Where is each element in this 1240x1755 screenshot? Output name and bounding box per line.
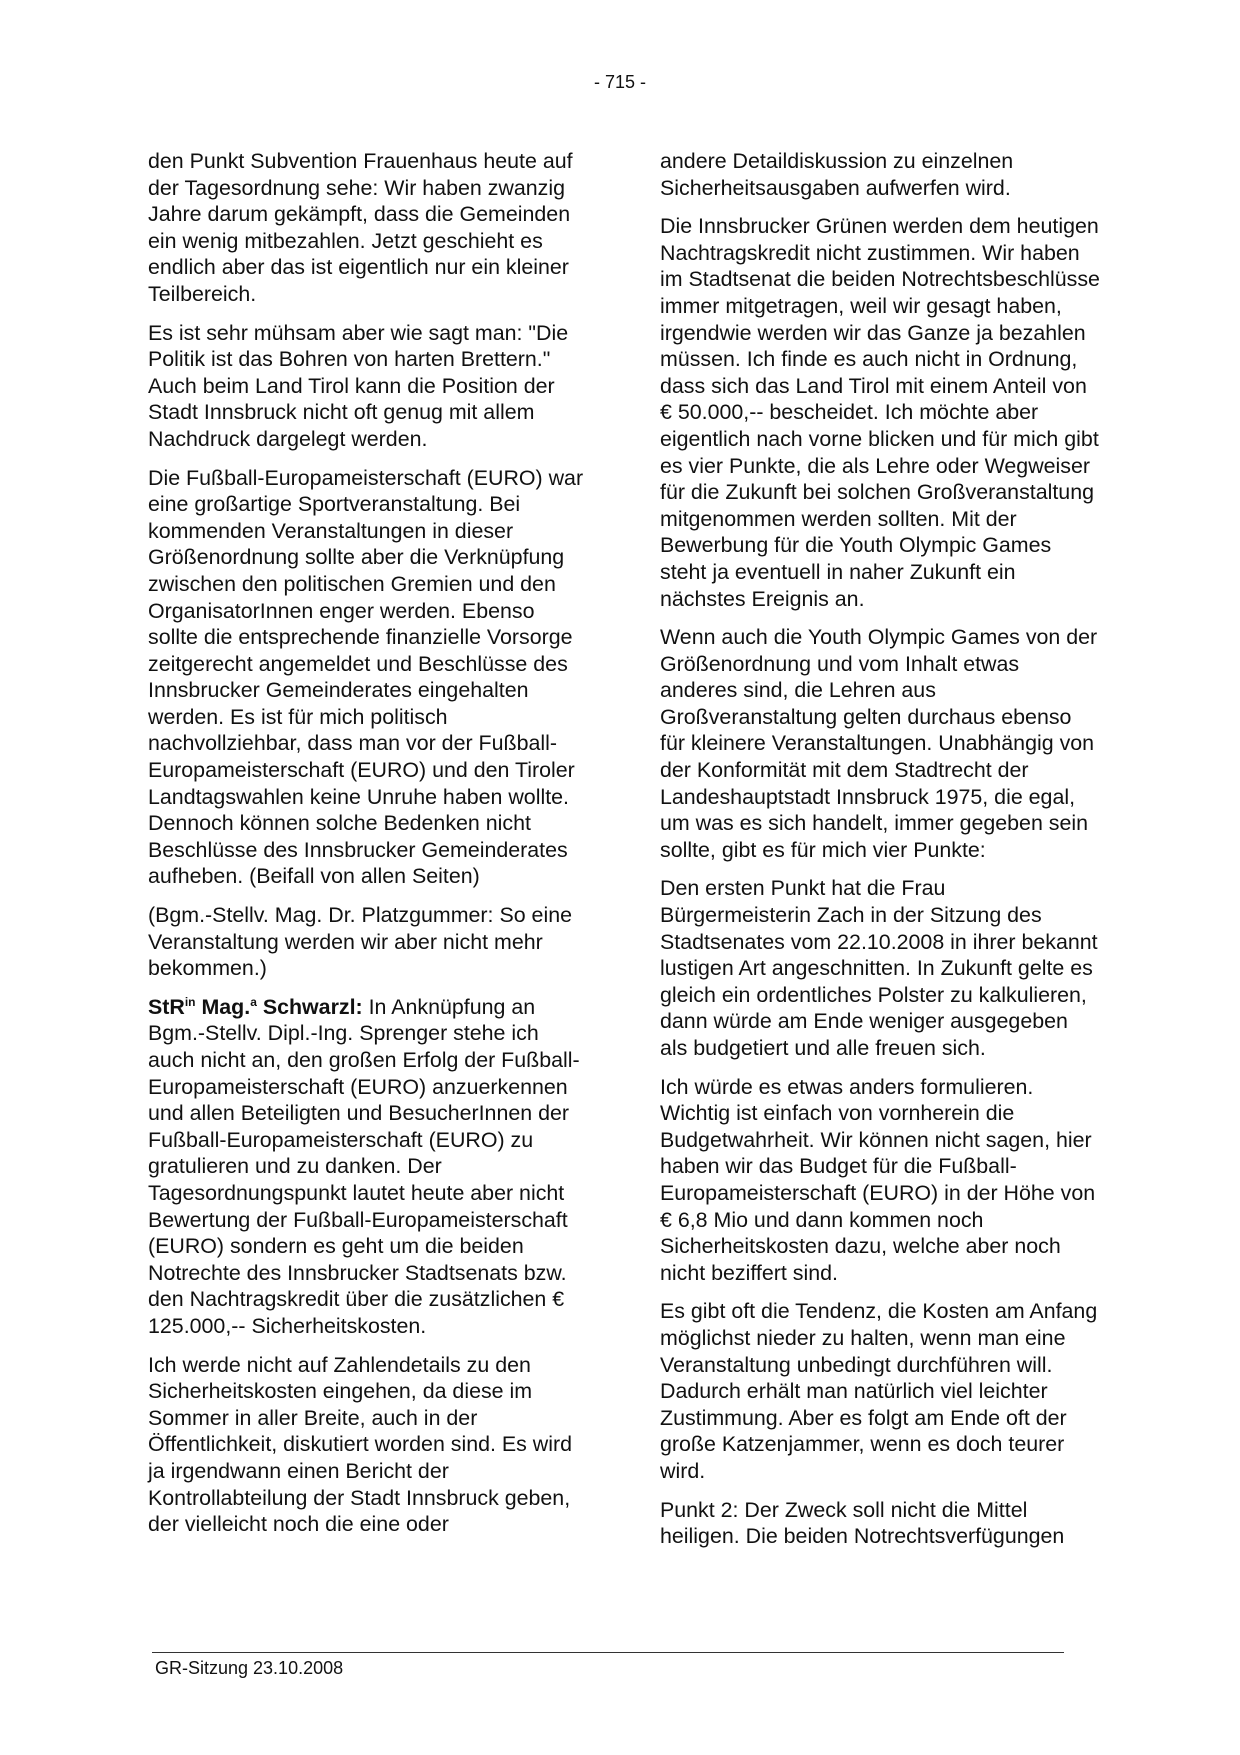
paragraph: den Punkt Subvention Frauenhaus heute auf der Tagesordnung sehe: Wir haben zwanzig Jahre darum gekämpft, dass die Gemeinden ein wenig mitbezahlen. Jetzt geschieht es endlich aber das ist eigentlich nur ein kleiner Teilbereich. [148, 149, 573, 306]
speech-paragraph [148, 994, 588, 1340]
interjection: (Bgm.-Stellv. Mag. Dr. Platzgummer: So eine Veranstaltung werden wir aber nicht mehr bekommen.) [148, 903, 572, 981]
speaker-degree: Mag. [195, 994, 251, 1019]
speaker-title-suffix: in [184, 994, 196, 1009]
right-column [660, 148, 1100, 1562]
page-number: - 715 - [593, 72, 647, 92]
speaker-degree-suffix: a [250, 994, 257, 1009]
speaker-title: StR [148, 994, 185, 1019]
paragraph: andere Detaildiskussion zu einzelnen Sicherheitsausgaben aufwerfen wird. [660, 149, 1014, 200]
paragraph: Ich werde nicht auf Zahlendetails zu den Sicherheitskosten eingehen, da diese im Sommer in aller Breite, auch in der Öffentlichkeit, diskutiert worden sind. Es wird ja irgendwann einen Bericht der Kontrollabteilung der Stadt Innsbruck geben, der vielleicht noch die eine oder [148, 1352, 573, 1537]
paragraph: Die Fußball-Europameisterschaft (EURO) war eine großartige Sportveranstaltung. Bei kommenden Veranstaltungen in dieser Größenordnung sollte aber die Verknüpfung zwischen den politischen Gremien und den OrganisatorInnen enger werden. Ebenso sollte die entsprechende finanzielle Vorsorge zeitgerecht angemeldet und Beschlüsse des Innsbrucker Gemeinderates eingehalten werden. Es ist für mich politisch nachvollziehbar, dass man vor der Fußball-Europameisterschaft (EURO) und den Tiroler Landtagswahlen keine Unruhe haben wollte. Dennoch können solche Bedenken nicht Beschlüsse des Innsbrucker Gemeinderates aufheben. (Beifall von allen Seiten) [148, 465, 584, 889]
footer-divider [152, 1652, 1064, 1653]
paragraph: Ich würde es etwas anders formulieren. Wichtig ist einfach von vornherein die Budgetwahrheit. Wir können nicht sagen, hier haben wir das Budget für die Fußball-Europameisterschaft (EURO) in der Höhe von € 6,8 Mio und dann kommen noch Sicherheitskosten dazu, welche aber noch nicht beziffert sind. [660, 1074, 1096, 1285]
speaker-label [148, 995, 363, 1019]
paragraph: Die Innsbrucker Grünen werden dem heutigen Nachtragskredit nicht zustimmen. Wir haben im Stadtsenat die beiden Notrechtsbeschlüsse immer mitgetragen, weil wir gesagt haben, irgendwie werden wir das Ganze ja bezahlen müssen. Ich finde es auch nicht in Ordnung, dass sich das Land Tirol mit einem Anteil von € 50.000,-- bescheidet. Ich möchte aber eigentlich nach vorne blicken und für mich gibt es vier Punkte, die als Lehre oder Wegweiser für die Zukunft bei solchen Großveranstaltung mitgenommen werden sollten. Mit der Bewerbung für die Youth Olympic Games steht ja eventuell in naher Zukunft ein nächstes Ereignis an. [660, 214, 1100, 611]
paragraph: Den ersten Punkt hat die Frau Bürgermeisterin Zach in der Sitzung des Stadtsenates vom 22.10.2008 in ihrer bekannt lustigen Art angeschnitten. In Zukunft gelte es gleich ein ordentliches Polster zu kalkulieren, dann würde am Ende weniger ausgegeben als budgetiert und alle freuen sich. [660, 876, 1098, 1060]
speaker-name: Schwarzl: [256, 994, 363, 1019]
paragraph: Es ist sehr mühsam aber wie sagt man: "Die Politik ist das Bohren von harten Brettern." Auch beim Land Tirol kann die Position der Stadt Innsbruck nicht oft genug mit allem Nachdruck dargelegt werden. [148, 320, 569, 451]
footer-session-date: GR-Sitzung 23.10.2008 [155, 1658, 344, 1678]
paragraph: Wenn auch die Youth Olympic Games von der Größenordnung und vom Inhalt etwas anderes sind, die Lehren aus Großveranstaltung gelten durchaus ebenso für kleinere Veranstaltungen. Unabhängig von der Konformität mit dem Stadtrecht der Landeshauptstadt Innsbruck 1975, die egal, um was es sich handelt, immer gegeben sein sollte, gibt es für mich vier Punkte: [660, 625, 1098, 862]
left-column [148, 148, 588, 1550]
paragraph: Es gibt oft die Tendenz, die Kosten am Anfang möglichst nieder zu halten, wenn man eine Veranstaltung unbedingt durchführen will. Dadurch erhält man natürlich viel leichter Zustimmung. Aber es folgt am Ende oft der große Katzenjammer, wenn es doch teurer wird. [660, 1299, 1098, 1483]
paragraph: Punkt 2: Der Zweck soll nicht die Mittel heiligen. Die beiden Notrechtsverfügungen [660, 1497, 1065, 1549]
speech-text: In Anknüpfung an Bgm.-Stellv. Dipl.-Ing. Sprenger stehe ich auch nicht an, den großen Erfolg der Fußball-Europameisterschaft (EURO) anzuerkennen und allen Beteiligten und BesucherInnen der Fußball-Europameisterschaft (EURO) zu gratulieren und zu danken. Der Tagesordnungspunkt lautet heute aber nicht Bewertung der Fußball-Europameisterschaft (EURO) sondern es geht um die beiden Notrechte des Innsbrucker Stadtsenats bzw. den Nachtragskredit über die zusätzlichen € 125.000,-- Sicherheitskosten. [148, 994, 580, 1338]
